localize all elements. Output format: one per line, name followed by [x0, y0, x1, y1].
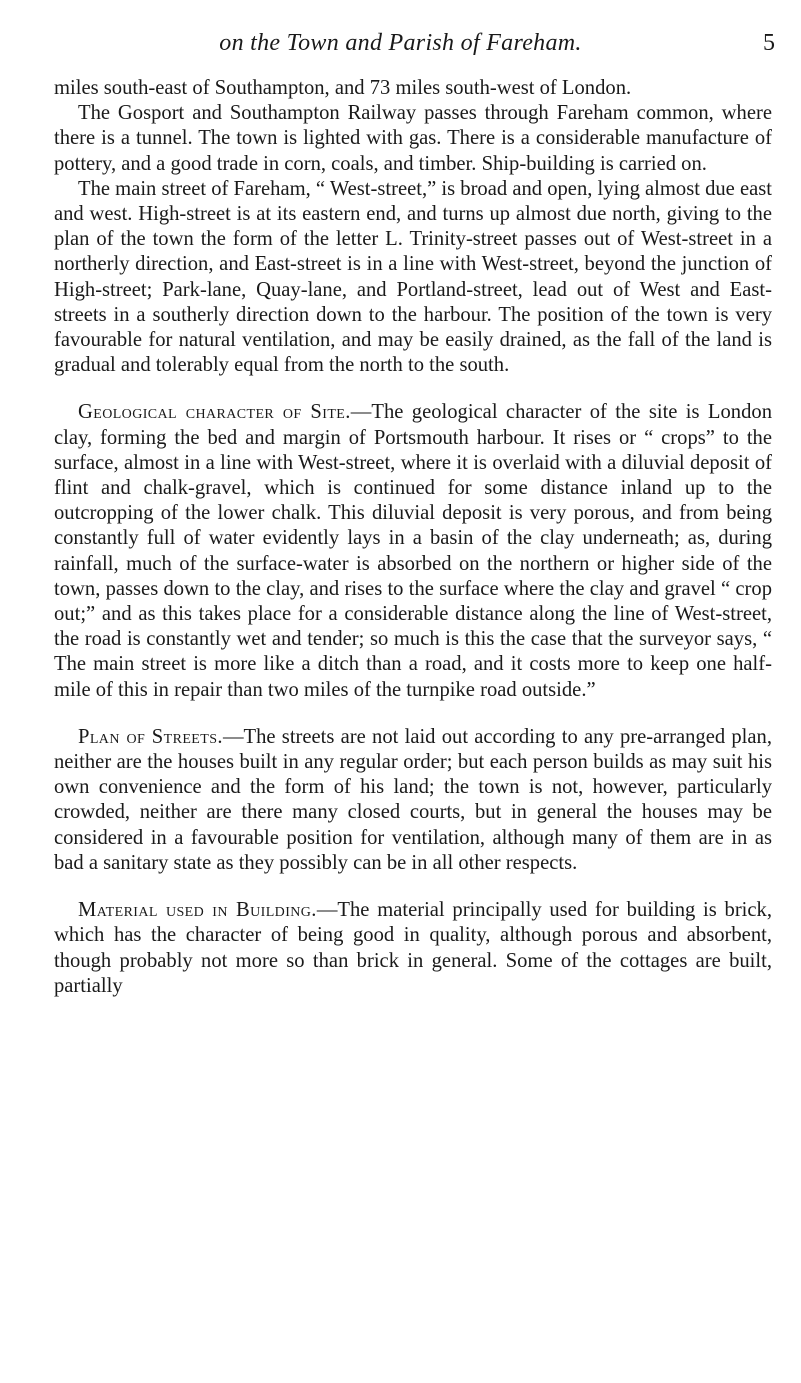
paragraph-railway — [54, 101, 772, 177]
running-head — [0, 30, 801, 60]
paragraph-streets — [54, 177, 772, 379]
paragraph-text: The main street of Fareham, “ West-street,” is broad and open, lying almost due east and west. High-street is at its eastern end, and turns up almost due north, giving to the plan of the town the form of the letter L. Trinity-street passes out of West-street in a northerly direction, and East-street is in a line with West-street, beyond the junction of High-street; Park-lane, Quay-lane, and Portland-street, lead out of West and East-streets in a southerly direction down to the harbour. The position of the town is very favourable for natural ventilation, and may be easily drained, as the fall of the land is gradual and tolerably equal from the north to the south. — [54, 177, 772, 377]
page-body — [54, 76, 772, 999]
page-number: 5 — [763, 30, 775, 56]
paragraph-plan-of-streets — [54, 725, 772, 876]
section-heading-material: Material used in Building. — [78, 899, 317, 922]
paragraph-text: The Gosport and Southampton Railway passes through Fareham common, where there is a tunnel. The town is lighted with gas. There is a considerable manufacture of pottery, and a good trade in corn, coals, and timber. Ship-building is carried on. — [54, 102, 772, 175]
paragraph-text: —The streets are not laid out according to any pre-arranged plan, neither are the houses built in any regular order; but each person builds as may suit his own convenience and the form of his land; the town is not, however, particularly crowded, neither are there many closed courts, but in general the houses may be considered in a favourable position for ventilation, although many of them are in as bad a sanitary state as they possibly can be in all other respects. — [54, 725, 772, 874]
section-heading-plan: Plan of Streets. — [78, 725, 223, 748]
section-heading-geological: Geological character of Site. — [78, 401, 351, 424]
paragraph-text: —The geological character of the site is London clay, forming the bed and margin of Portsmouth harbour. It rises or “ crops” to the surface, almost in a line with West-street, where it is overlaid with a diluvial deposit of flint and chalk-gravel, which is continued for some distance inland up to the outcropping of the lower chalk. This diluvial deposit is very porous, and from being constantly full of water evidently lays in a basin of the clay underneath; as, during rainfall, much of the surface-water is absorbed on the northern or higher side of the town, passes down to the clay, and rises to the surface where the clay and gravel “ crop out;” and as this takes place for a considerable distance along the line of West-street, the road is constantly wet and tender; so much is this the case that the surveyor says, “ The main street is more like a ditch than a road, and it costs more to keep one half-mile of this in repair than two miles of the turnpike road outside.” — [54, 401, 772, 701]
paragraph-geological — [54, 400, 772, 702]
running-title: on the Town and Parish of Fareham. — [219, 30, 582, 56]
paragraph-material — [54, 898, 772, 999]
paragraph-continuation — [54, 76, 772, 101]
paragraph-text: —The material principally used for building is brick, which has the character of being good in quality, although porous and absorbent, though probably not more so than brick in general. Some of the cottages are built, partially — [54, 899, 772, 997]
paragraph-text: miles south-east of Southampton, and 73 miles south-west of London. — [54, 77, 632, 99]
